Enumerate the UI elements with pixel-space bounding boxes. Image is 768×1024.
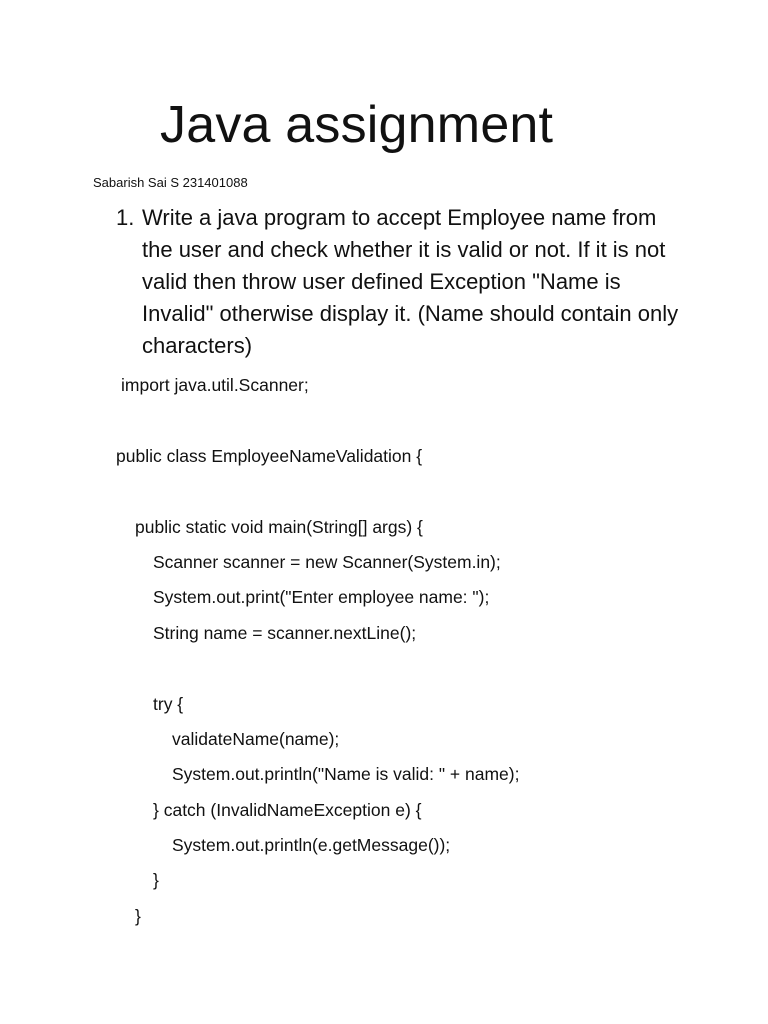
document-title: Java assignment [160, 96, 554, 154]
code-line: } [153, 870, 159, 890]
question-number: 1. [116, 205, 135, 230]
code-line: } [135, 906, 141, 926]
code-line: System.out.println(e.getMessage()); [172, 835, 451, 855]
code-line: String name = scanner.nextLine(); [153, 623, 417, 643]
code-line: validateName(name); [172, 729, 340, 749]
code-line: public static void main(String[] args) { [135, 517, 423, 537]
author-line: Sabarish Sai S 231401088 [93, 175, 248, 190]
code-line: public class EmployeeNameValidation { [116, 446, 423, 466]
code-line: Scanner scanner = new Scanner(System.in); [153, 552, 501, 572]
code-line: System.out.println("Name is valid: " + name); [172, 764, 520, 784]
code-line: System.out.print("Enter employee name: "); [153, 587, 490, 607]
question-item [116, 202, 686, 362]
code-line: try { [153, 694, 184, 714]
code-line: import java.util.Scanner; [121, 375, 309, 395]
code-line: } catch (InvalidNameException e) { [153, 800, 422, 820]
question-text: Write a java program to accept Employee name from the user and check whether it is valid or not. If it is not valid then throw user defined Exception "Name is Invalid" otherwise display it. (Name should contain only characters) [142, 205, 679, 358]
